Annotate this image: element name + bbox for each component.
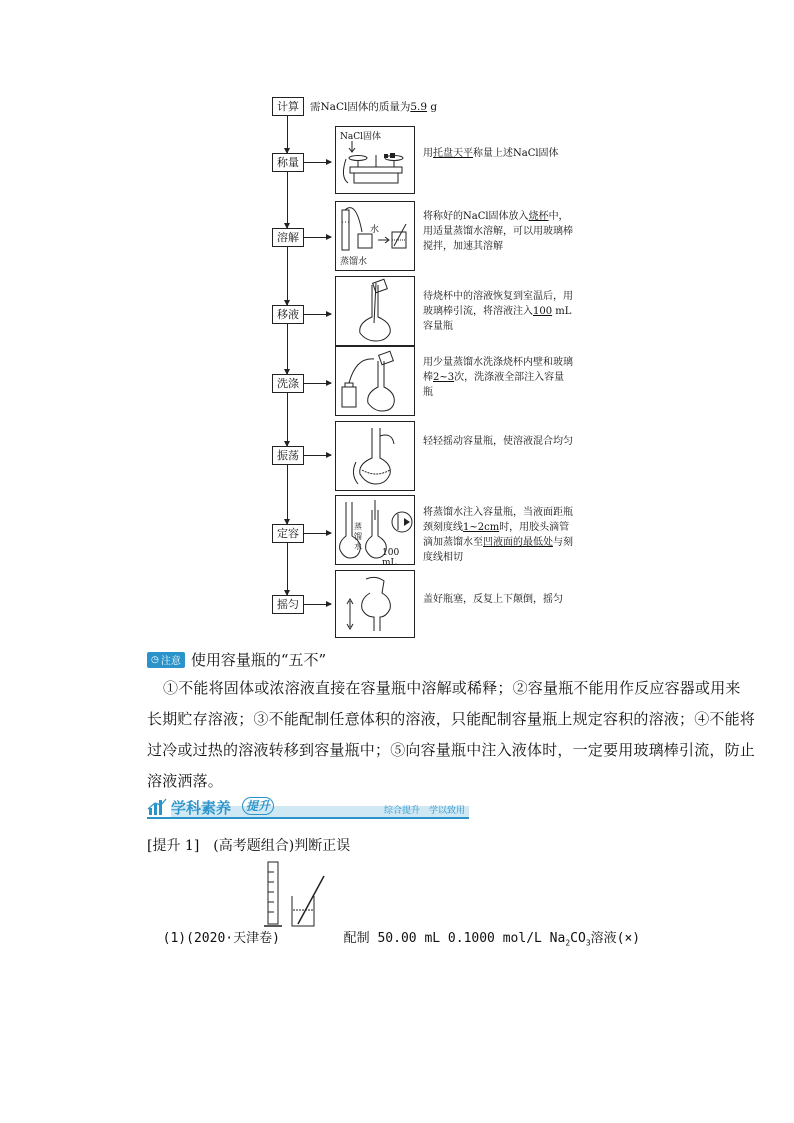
flow-arrow	[304, 383, 331, 384]
desc-text: 中，用适量蒸馏水溶解，可以用玻璃棒搅拌，加速其溶解	[423, 211, 573, 252]
calc-text	[310, 99, 437, 114]
volume-water-label: 蒸馏水	[354, 522, 362, 551]
item-text: CO	[570, 931, 586, 946]
desc-text: 用少量蒸馏水洗涤烧杯内壁和玻璃棒	[423, 357, 573, 383]
flow-connector	[287, 464, 288, 524]
step-volume-desc	[423, 505, 573, 565]
desc-text: 轻轻摇动容量瓶，使溶液混合均匀	[423, 436, 573, 447]
flow-arrow	[304, 533, 331, 534]
desc-underlined: 1~2cm	[463, 522, 500, 533]
flow-connector	[287, 172, 288, 228]
calc-text-pre: 需NaCl固体的质量为	[310, 101, 411, 113]
volume-100ml-label: 100 mL	[382, 548, 400, 568]
shake-illustration	[335, 421, 415, 491]
desc-text: 将称好的NaCl固体放入	[423, 211, 529, 222]
step-dissolve-label: 溶解	[272, 228, 304, 247]
desc-text: 将蒸馏水注入容量瓶，当液面距瓶颈刻度线	[423, 507, 573, 533]
item-text: 配制 50.00 mL 0.1000 mol/L Na	[343, 931, 566, 946]
step-shake-desc	[423, 434, 573, 449]
flow-arrow	[304, 162, 331, 163]
question-item	[147, 912, 280, 946]
flow-arrow	[304, 604, 331, 605]
step-wash-desc	[423, 355, 573, 400]
question-item-text	[328, 912, 640, 948]
step-transfer-label: 移液	[272, 305, 304, 324]
note-line: 过冷或过热的溶液转移到容量瓶中；⑤向容量瓶中注入液体时，一定要用玻璃棒引流，防止	[147, 741, 756, 759]
question-header: [提升 1] (高考题组合)判断正误	[147, 838, 351, 854]
step-shake-label: 振荡	[272, 446, 304, 465]
step-calc-label: 计算	[272, 97, 304, 116]
step-mix-label: 摇匀	[272, 595, 304, 614]
desc-text: 次，洗涤液全部注入容量瓶	[423, 372, 565, 398]
wash-illustration	[335, 346, 415, 416]
flow-connector	[287, 115, 288, 153]
section-title: 学科素养	[171, 799, 232, 817]
step-weigh-desc	[423, 146, 573, 161]
desc-underlined: 100	[533, 306, 553, 317]
question-item-label: (1)(2020·天津卷)	[162, 931, 280, 946]
desc-text: 用	[423, 148, 433, 159]
step-wash-label: 洗涤	[272, 374, 304, 393]
section-right-text: 综合提升 学以致用	[383, 806, 465, 816]
balance-pic-label: NaCl固体	[340, 132, 382, 142]
volume-illustration	[335, 495, 415, 568]
desc-text: mL容量瓶	[423, 306, 572, 332]
balance-illustration	[335, 126, 415, 194]
step-transfer-desc	[423, 289, 573, 334]
item-subscript: 2	[565, 938, 571, 948]
wash-icon	[336, 347, 414, 415]
desc-text: 与刻度线相切	[423, 537, 573, 563]
invert-flask-icon	[336, 571, 414, 637]
calc-value: 5.9	[410, 101, 428, 113]
desc-underlined: 2~3	[433, 372, 455, 383]
desc-text: 称量上述NaCl固体	[473, 148, 559, 159]
note-body	[147, 673, 756, 797]
flow-connector	[287, 322, 288, 374]
clock-icon: ◷	[151, 654, 159, 665]
note-title: 使用容量瓶的“五不”	[190, 651, 327, 669]
step-volume-label: 定容	[272, 524, 304, 543]
note-line: 溶液洒落。	[147, 772, 224, 790]
bar-chart-icon	[147, 797, 167, 817]
step-dissolve-desc	[423, 209, 573, 254]
volumetric-flask-icon	[336, 277, 414, 345]
flow-connector	[287, 392, 288, 446]
desc-text: 时，用胶头滴管滴加蒸馏水至	[423, 522, 570, 548]
note-line: ①不能将固体或浓溶液直接在容量瓶中溶解或稀释；②容量瓶不能用作反应容器或用来	[163, 679, 741, 697]
mix-illustration	[335, 570, 415, 638]
item-subscript: 3	[585, 938, 591, 948]
flow-arrow	[304, 237, 331, 238]
note-badge-label: 注意	[160, 656, 181, 667]
balance-icon	[336, 127, 414, 193]
transfer-illustration	[335, 276, 415, 346]
dissolve-illustration	[335, 201, 415, 271]
flow-connector	[287, 245, 288, 305]
note-header	[147, 649, 326, 670]
desc-underlined: 凹液面的最低处	[483, 537, 553, 548]
dissolve-distilled-label: 蒸馏水	[340, 257, 368, 267]
desc-text: 盖好瓶塞，反复上下颠倒，摇匀	[423, 594, 563, 605]
step-weigh-label: 称量	[272, 153, 304, 172]
calc-unit: g	[427, 101, 438, 113]
note-line: 长期贮存溶液；③不能配制任意体积的溶液，只能配制容量瓶上规定容积的溶液；④不能将	[147, 710, 756, 728]
item-text: 溶液(×)	[590, 931, 641, 946]
section-badge: 提升	[242, 797, 274, 815]
flow-arrow	[304, 314, 331, 315]
desc-underlined: 烧杯	[528, 211, 549, 222]
note-badge	[147, 652, 185, 668]
desc-underlined: 托盘天平	[433, 148, 473, 159]
flow-arrow	[304, 455, 331, 456]
step-mix-desc	[423, 592, 573, 607]
shake-flask-icon	[336, 422, 414, 490]
flow-connector	[287, 541, 288, 595]
desc-text: 待烧杯中的溶液恢复到室温后，用玻璃棒引流，将溶液注入	[423, 291, 573, 317]
dissolve-water-label: 水	[370, 225, 380, 235]
section-banner	[147, 795, 469, 819]
